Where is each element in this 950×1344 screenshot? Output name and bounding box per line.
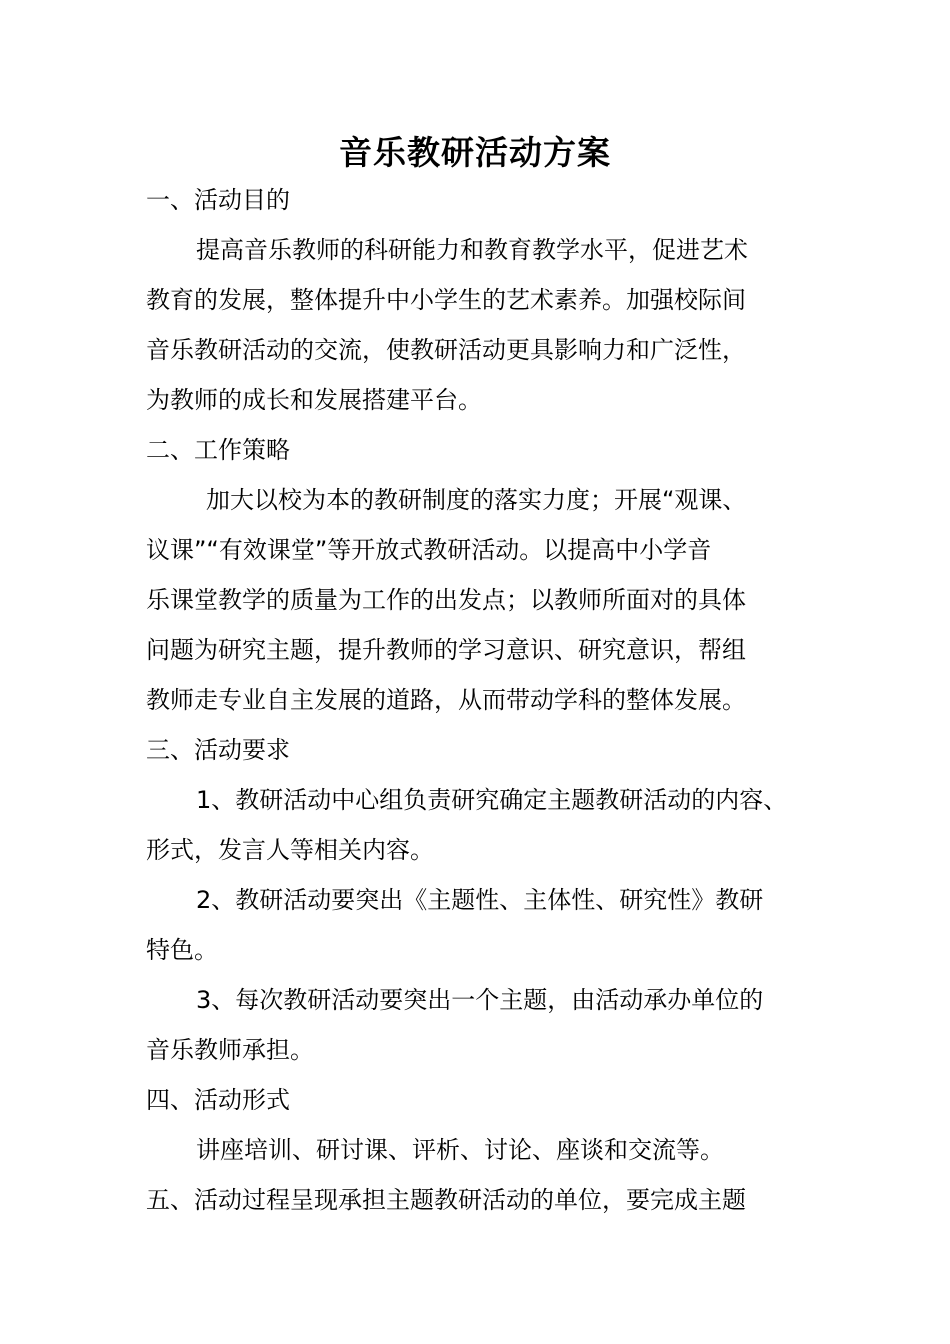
paragraph-line: 讲座培训、研讨课、评析、讨论、座谈和交流等。 (196, 1136, 724, 1164)
paragraph-line: 问题为研究主题，提升教师的学习意识、研究意识，帮组 (146, 636, 746, 664)
section-heading-4: 四、活动形式 (146, 1086, 290, 1114)
paragraph-line: 音乐教研活动的交流，使教研活动更具影响力和广泛性， (146, 336, 746, 364)
paragraph-line: 3、每次教研活动要突出一个主题，由活动承办单位的 (196, 986, 764, 1014)
paragraph-line: 1、教研活动中心组负责研究确定主题教研活动的内容、 (196, 786, 788, 814)
paragraph-line: 议课”“有效课堂”等开放式教研活动。以提高中小学音 (146, 536, 712, 564)
paragraph-line: 2、教研活动要突出《主题性、主体性、研究性》教研 (196, 886, 764, 914)
document-title: 音乐教研活动方案 (339, 133, 611, 172)
paragraph-line: 提高音乐教师的科研能力和教育教学水平，促进艺术 (196, 236, 748, 264)
paragraph-line: 教育的发展，整体提升中小学生的艺术素养。加强校际间 (146, 286, 746, 314)
section-heading-2: 二、工作策略 (146, 436, 290, 464)
paragraph-line: 加大以校为本的教研制度的落实力度；开展“观课、 (206, 486, 747, 514)
paragraph-line: 特色。 (146, 936, 218, 964)
section-heading-5: 五、活动过程呈现承担主题教研活动的单位，要完成主题 (146, 1186, 746, 1214)
paragraph-line: 形式，发言人等相关内容。 (146, 836, 434, 864)
paragraph-line: 音乐教师承担。 (146, 1036, 314, 1064)
section-heading-3: 三、活动要求 (146, 736, 290, 764)
section-heading-1: 一、活动目的 (146, 186, 290, 214)
paragraph-line: 教师走专业自主发展的道路，从而带动学科的整体发展。 (146, 686, 746, 714)
paragraph-line: 为教师的成长和发展搭建平台。 (146, 386, 482, 414)
paragraph-line: 乐课堂教学的质量为工作的出发点；以教师所面对的具体 (146, 586, 746, 614)
